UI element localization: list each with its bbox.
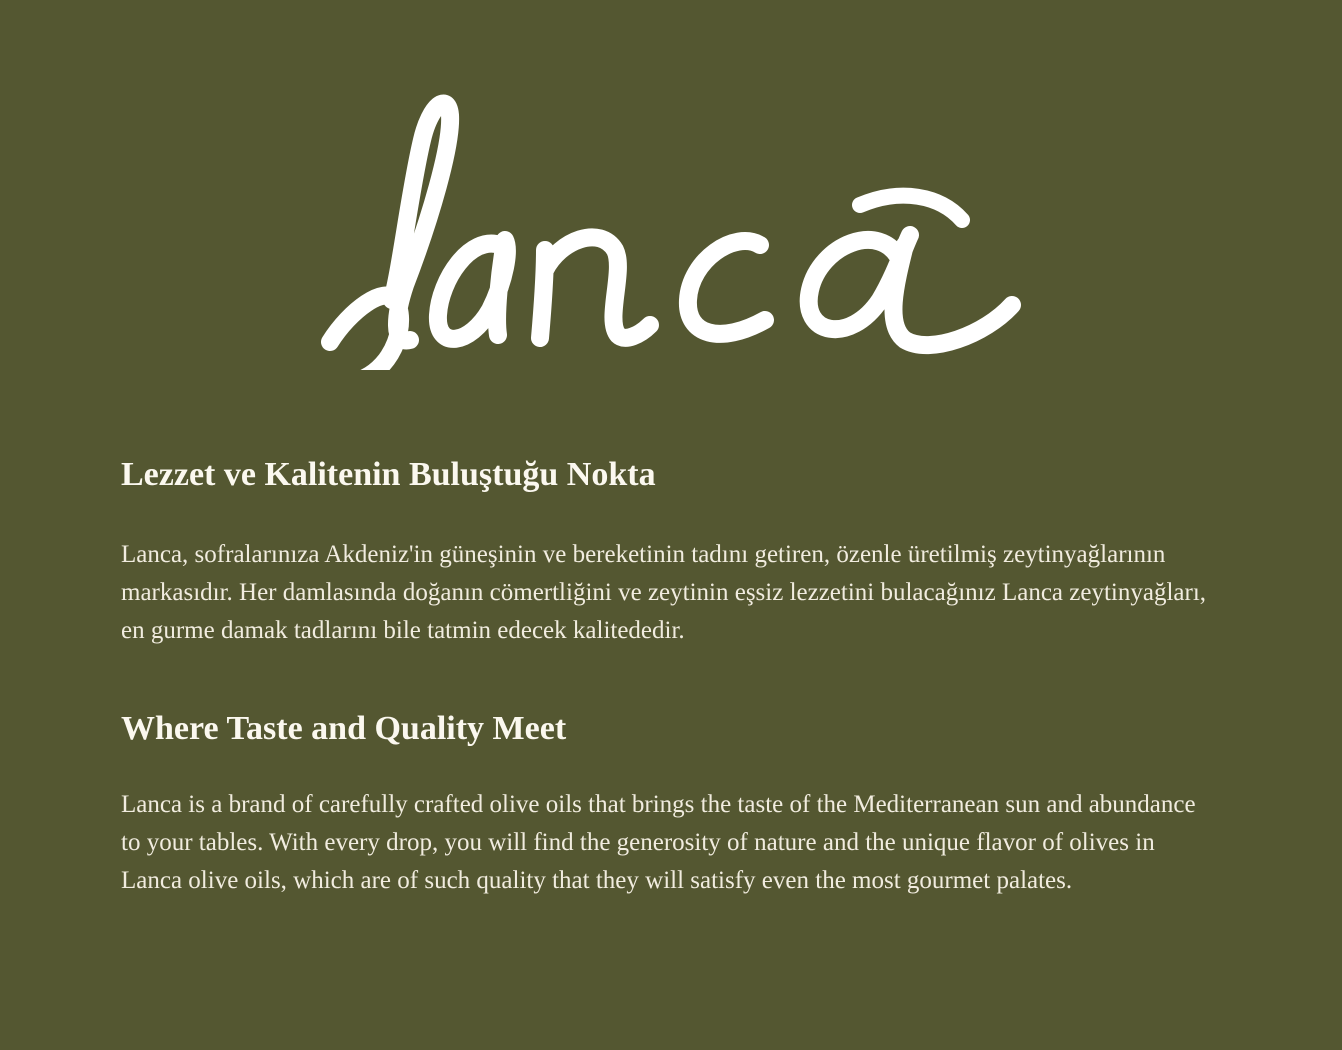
section-body-english: Lanca is a brand of carefully crafted olive oils that brings the taste of the Mediterranean sun and abundance to your tables. With every drop, you will find the generosity of nature and the unique flavor of olives in Lanca olive oils, which are of such quality that they will satisfy even the most gourmet palates. (121, 791, 1196, 894)
content-column (121, 452, 1211, 900)
section-title-turkish: Lezzet ve Kalitenin Buluştuğu Nokta (121, 456, 656, 493)
section-title-english: Where Taste and Quality Meet (121, 710, 567, 747)
lanca-script-logo (0, 70, 1342, 370)
brand-logo (0, 70, 1342, 370)
section-body-turkish: Lanca, sofralarınıza Akdeniz'in güneşinin ve bereketinin tadını getiren, özenle üretilmiş zeytinyağlarının markasıdır. Her damlasında doğanın cömertliğini ve zeytinin eşsiz lezzetini bulacağınız Lanca zeytinyağları, en gurme damak tadlarını bile tatmin edecek kalitededir. (121, 541, 1207, 644)
